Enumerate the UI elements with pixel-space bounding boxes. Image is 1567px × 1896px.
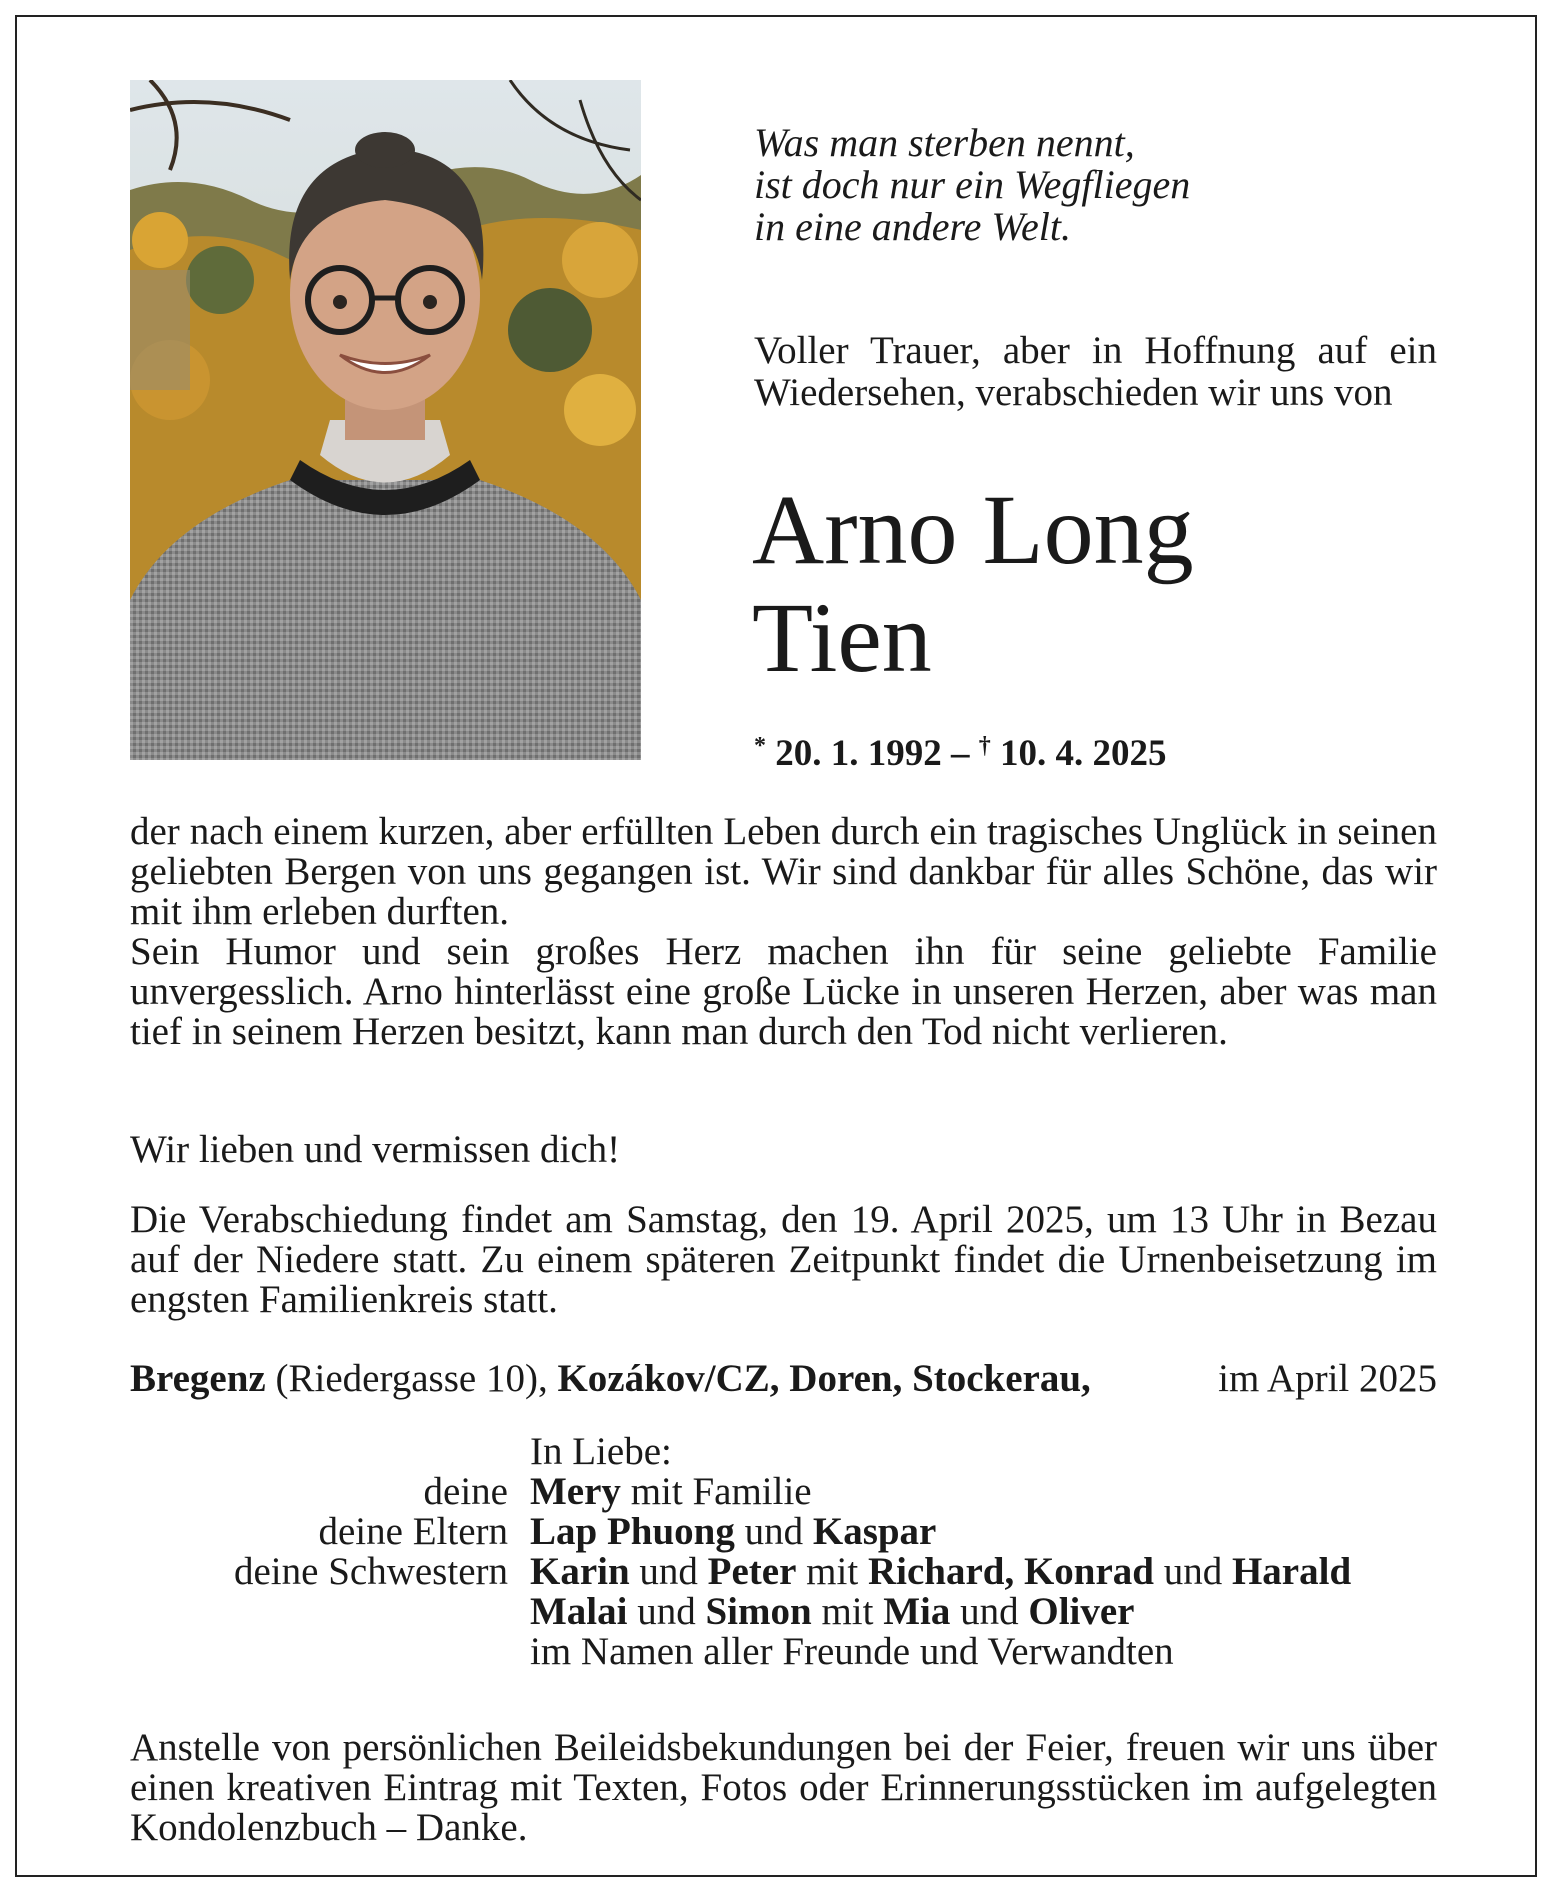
signer-connector: mit Familie [620,1470,812,1513]
life-dates [754,725,1167,775]
closing-paragraph: Anstelle von persönlichen Beileidsbekundungen bei der Feier, freuen wir uns über einen kreativen Eintrag mit Texten, Fotos oder Erinnerungsstücken im aufgelegten Kondolenzbuch – Danke. [130,1726,1437,1849]
places-left [130,1358,1091,1400]
signer-names [530,1632,1437,1672]
signer-row [130,1552,1437,1592]
signer-row [130,1472,1437,1512]
signer-row [130,1512,1437,1552]
signer-names [530,1472,1437,1512]
signer-role: deine Eltern [318,1510,508,1553]
signer-name: Kaspar [812,1510,937,1553]
death-date: 10. 4. 2025 [1000,733,1167,774]
place-address: (Riedergasse 10), [275,1357,548,1400]
signer-name: Oliver [1028,1590,1135,1633]
signer-role [130,1632,530,1672]
quote-line: Was man sterben nennt, [754,120,1135,165]
signer-name: Harald [1231,1550,1352,1593]
tribute-text-1: der nach einem kurzen, aber erfüllten Leben durch ein tragisches Unglück in seinen geliebten Bergen von uns gegangen ist. Wir sind dankbar für alles Schöne, das wir mit ihm erleben durften. [130,810,1437,933]
name-line-2: Tien [752,582,932,693]
signers-heading-row [130,1432,1437,1472]
signer-name: Simon [705,1590,812,1633]
signer-connector: und [629,1550,708,1593]
death-symbol: † [978,733,991,759]
signer-connector: und [1153,1550,1232,1593]
signer-connector: mit [811,1590,884,1633]
signer-names [530,1552,1437,1592]
signer-name: Peter [707,1550,797,1593]
signer-connector: und [627,1590,706,1633]
signer-row [130,1592,1437,1632]
signer-name: Mery [530,1470,621,1513]
signers-heading: In Liebe: [530,1430,672,1473]
signer-connector: im Namen aller Freunde und Verwandten [530,1630,1174,1673]
signer-connector: und [950,1590,1029,1633]
signer-names [530,1592,1437,1632]
quote-line: in eine andere Welt. [754,204,1071,249]
signer-connector: mit [796,1550,868,1593]
signer-role [130,1592,530,1632]
signer-role: deine [423,1470,508,1513]
name-line-1: Arno Long [752,474,1194,585]
portrait-photo [130,80,641,760]
quote-line: ist doch nur ein Wegfliegen [754,162,1191,207]
signer-name: Lap Phuong [530,1510,735,1553]
date-dash: – [941,733,979,774]
ceremony-paragraph: Die Verabschiedung findet am Samstag, den 19. April 2025, um 13 Uhr in Bezau auf der Niedere statt. Zu einem späteren Zeitpunkt findet die Urnenbeisetzung im engsten Familienkreis statt. [130,1198,1437,1321]
signer-role [130,1432,530,1472]
signer-role: deine Schwestern [234,1550,508,1593]
birth-date: 20. 1. 1992 [775,733,942,774]
signer-name: Karin [530,1550,630,1593]
intro-text: Voller Trauer, aber in Hoffnung auf ein Wiedersehen, verabschieden wir uns von [754,329,1437,414]
signer-names [530,1512,1437,1552]
places-line [130,1358,1437,1400]
deceased-name [752,476,1194,692]
signers-block [130,1432,1437,1672]
signer-name: Malai [530,1590,628,1633]
birth-symbol: * [754,733,766,759]
tribute-text-2: Sein Humor und sein großes Herz machen ihn für seine geliebte Familie unvergesslich. Arno hinterlässt eine große Lücke in unseren Herzen, aber was man tief in seinem Herzen besitzt, kann man durch den Tod nicht verlieren. [130,930,1437,1053]
tribute-paragraph [130,812,1437,1052]
place-bregenz: Bregenz [130,1357,266,1400]
signer-name: Richard, Konrad [867,1550,1154,1593]
love-line: Wir lieben und vermissen dich! [130,1128,621,1171]
places-date: im April 2025 [1218,1357,1437,1400]
signer-connector: und [734,1510,813,1553]
signer-row [130,1632,1437,1672]
place-others: Kozákov/CZ, Doren, Stockerau, [557,1357,1091,1400]
signer-name: Mia [883,1590,951,1633]
memorial-quote [754,122,1190,248]
